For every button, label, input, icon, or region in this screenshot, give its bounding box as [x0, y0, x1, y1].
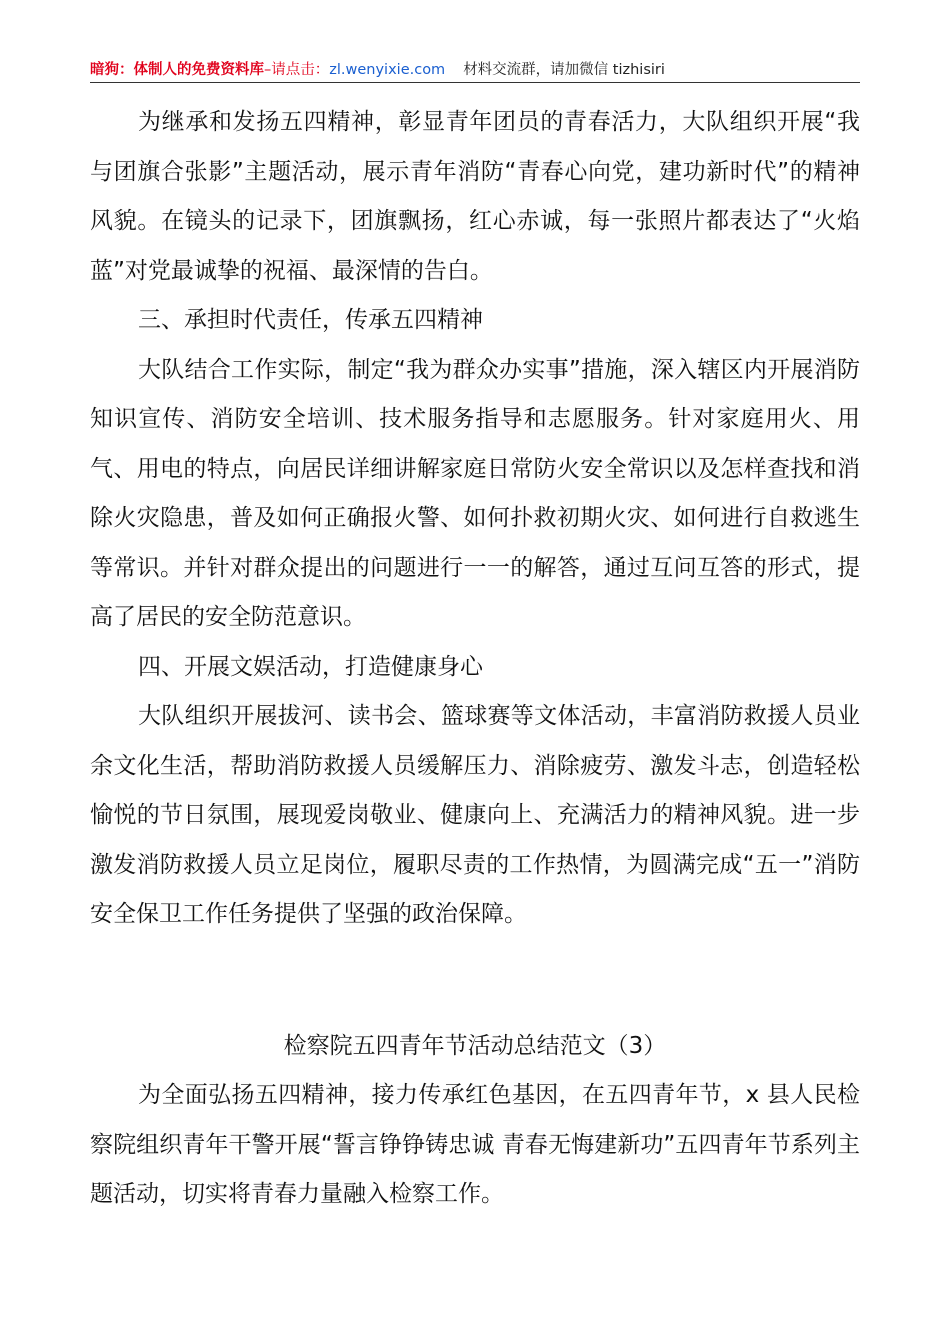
section-heading-3: 三、承担时代责任，传承五四精神 [138, 307, 483, 333]
header-contact: 材料交流群，请加微信 tizhisiri [463, 62, 665, 78]
page-header [90, 58, 860, 82]
document-body [90, 98, 860, 1220]
paragraph-3: 大队组织开展拔河、读书会、篮球赛等文体活动，丰富消防救援人员业余文化生活，帮助消防救援人员缓解压力、消除疲劳、激发斗志，创造轻松愉悦的节日氛围，展现爱岗敬业、健康向上、充满活力的精神风貌。进一步激发消防救援人员立足岗位，履职尽责的工作热情，为圆满完成“五一”消防安全保卫工作任务提供了坚强的政治保障。 [90, 703, 860, 927]
section-heading-4: 四、开展文娱活动，打造健康身心 [138, 653, 483, 680]
header-url-link[interactable]: zl.wenyixie.com [329, 62, 446, 78]
section-gap [90, 940, 860, 1022]
header-divider [90, 82, 860, 83]
paragraph-1: 为继承和发扬五四精神，彰显青年团员的青春活力，大队组织开展“我与团旗合张影”主题活动，展示青年消防“青春心向党，建功新时代”的精神风貌。在镜头的记录下，团旗飘扬，红心赤诚，每一张照片都表达了“火焰蓝”对党最诚挚的祝福、最深情的告白。 [90, 109, 860, 284]
header-brand: 暗狗：体制人的免费资料库 [90, 62, 264, 78]
paragraph-4: 为全面弘扬五四精神，接力传承红色基因，在五四青年节，x 县人民检察院组织青年干警开展“誓言铮铮铸忠诚 青春无悔建新功”五四青年节系列主题活动，切实将青春力量融入检察工作。 [90, 1082, 860, 1207]
paragraph-2: 大队结合工作实际，制定“我为群众办实事”措施，深入辖区内开展消防知识宣传、消防安全培训、技术服务指导和志愿服务。针对家庭用火、用气、用电的特点，向居民详细讲解家庭日常防火安全常识以及怎样查找和消除火灾隐患，普及如何正确报火警、如何扑救初期火灾、如何进行自救逃生等常识。并针对群众提出的问题进行一一的解答，通过互问互答的形式，提高了居民的安全防范意识。 [90, 356, 860, 630]
article-subtitle: 检察院五四青年节活动总结范文（3） [283, 1032, 667, 1059]
header-separator: –请点击： [264, 62, 330, 78]
